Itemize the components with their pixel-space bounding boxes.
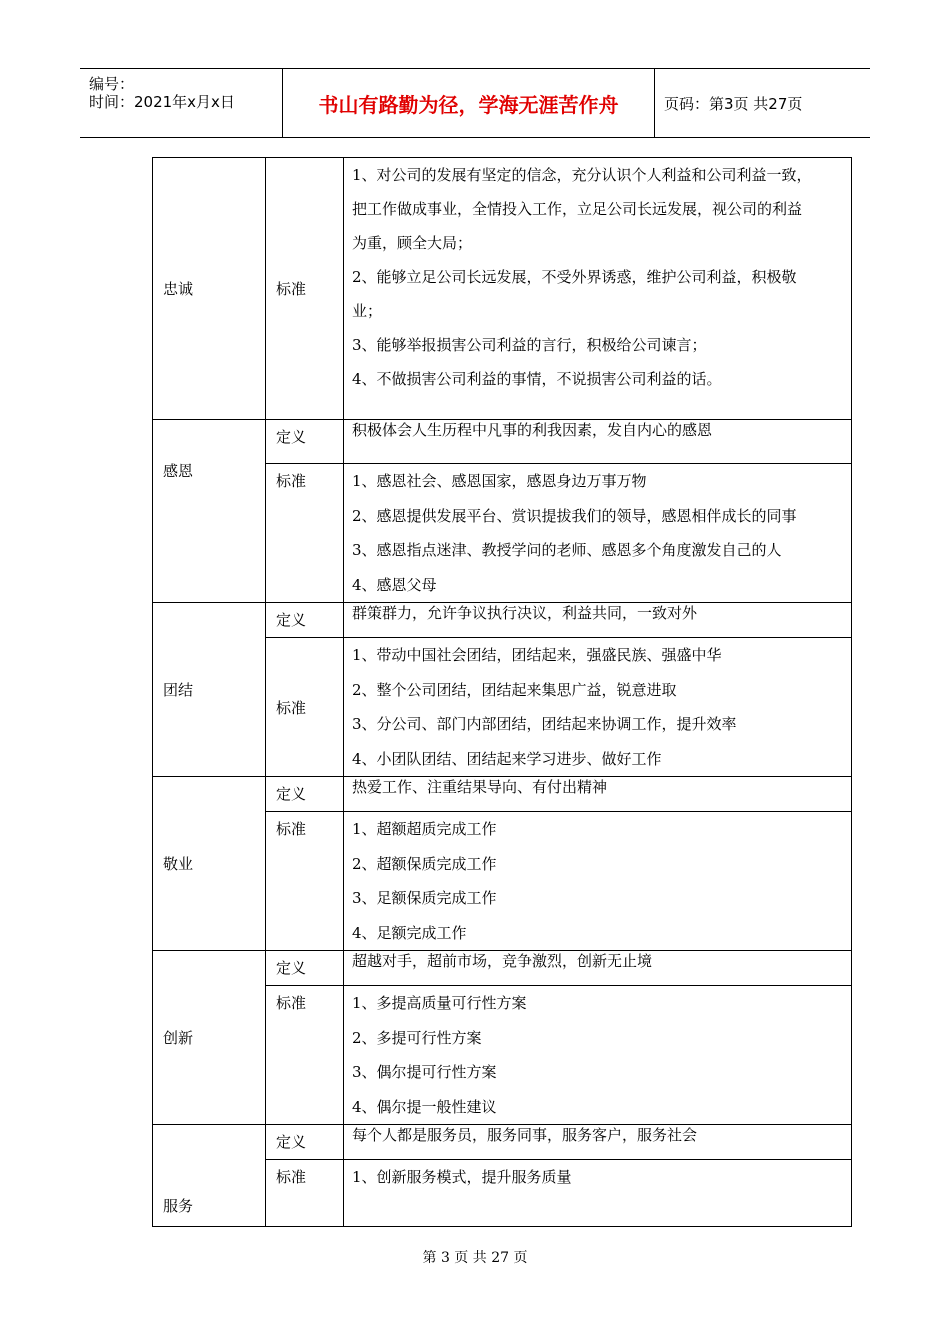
list-item: 2、能够立足公司长远发展，不受外界诱惑，维护公司利益，积极敬 bbox=[352, 268, 797, 286]
category-loyalty: 忠诚 bbox=[153, 158, 266, 420]
table-row bbox=[153, 420, 852, 464]
list-item: 1、超额超质完成工作 bbox=[352, 820, 497, 838]
standard-text bbox=[344, 638, 852, 777]
list-item: 1、多提高质量可行性方案 bbox=[352, 994, 527, 1012]
list-item: 4、感恩父母 bbox=[352, 575, 437, 594]
standard-text bbox=[344, 986, 852, 1125]
header-meta bbox=[80, 69, 283, 137]
list-item: 把工作做成事业，全情投入工作，立足公司长远发展，视公司的利益 bbox=[352, 200, 803, 218]
standard-text bbox=[344, 158, 852, 420]
definition-label: 定义 bbox=[266, 603, 344, 638]
category-service: 服务 bbox=[153, 1125, 266, 1227]
definition-label: 定义 bbox=[266, 420, 344, 464]
list-item: 2、超额保质完成工作 bbox=[352, 854, 497, 873]
header-motto: 书山有路勤为径，学海无涯苦作舟 bbox=[283, 69, 655, 137]
standard-text bbox=[344, 812, 852, 951]
doc-time-label: 时间：2021年x月x日 bbox=[89, 93, 235, 111]
standard-label: 标准 bbox=[266, 1160, 344, 1227]
table-row bbox=[153, 158, 852, 420]
definition-text: 每个人都是服务员，服务同事，服务客户，服务社会 bbox=[344, 1125, 852, 1160]
table-row bbox=[153, 603, 852, 638]
list-item: 1、创新服务模式，提升服务质量 bbox=[352, 1168, 572, 1186]
table-row bbox=[153, 1125, 852, 1160]
list-item: 2、感恩提供发展平台、赏识提拔我们的领导，感恩相伴成长的同事 bbox=[352, 506, 797, 525]
list-item: 1、对公司的发展有坚定的信念，充分认识个人利益和公司利益一致， bbox=[352, 166, 812, 184]
list-item: 4、足额完成工作 bbox=[352, 923, 467, 942]
standard-text bbox=[344, 464, 852, 603]
list-item: 3、分公司、部门内部团结，团结起来协调工作，提升效率 bbox=[352, 715, 737, 733]
list-item: 1、带动中国社会团结，团结起来，强盛民族、强盛中华 bbox=[352, 646, 722, 664]
list-item: 2、多提可行性方案 bbox=[352, 1028, 482, 1047]
standard-text bbox=[344, 1160, 852, 1227]
list-item: 4、小团队团结、团结起来学习进步、做好工作 bbox=[352, 749, 662, 768]
list-item: 4、不做损害公司利益的事情，不说损害公司利益的话。 bbox=[352, 370, 722, 388]
page-header bbox=[80, 68, 870, 138]
standard-label: 标准 bbox=[266, 812, 344, 951]
definition-text: 热爱工作、注重结果导向、有付出精神 bbox=[344, 777, 852, 812]
definition-text: 积极体会人生历程中凡事的利我因素，发自内心的感恩 bbox=[344, 420, 852, 464]
category-dedication: 敬业 bbox=[153, 777, 266, 951]
page-footer: 第 3 页 共 27 页 bbox=[422, 1250, 528, 1266]
list-item: 2、整个公司团结，团结起来集思广益，锐意进取 bbox=[352, 680, 677, 699]
values-table bbox=[152, 157, 852, 1227]
definition-text: 群策群力，允许争议执行决议，利益共同，一致对外 bbox=[344, 603, 852, 638]
standard-label: 标准 bbox=[266, 638, 344, 777]
definition-label: 定义 bbox=[266, 951, 344, 986]
standard-label: 标准 bbox=[266, 986, 344, 1125]
table-row bbox=[153, 777, 852, 812]
header-page-info: 页码：第3页 共27页 bbox=[664, 94, 803, 113]
category-gratitude: 感恩 bbox=[153, 420, 266, 603]
list-item: 业； bbox=[352, 302, 383, 320]
standard-label: 标准 bbox=[266, 464, 344, 603]
list-item: 4、偶尔提一般性建议 bbox=[352, 1097, 497, 1116]
list-item: 3、感恩指点迷津、教授学问的老师、感恩多个角度激发自己的人 bbox=[352, 541, 782, 559]
list-item: 3、偶尔提可行性方案 bbox=[352, 1063, 497, 1081]
definition-label: 定义 bbox=[266, 777, 344, 812]
doc-code-label: 编号： bbox=[89, 75, 135, 93]
list-item: 3、足额保质完成工作 bbox=[352, 889, 497, 907]
definition-text: 超越对手，超前市场，竞争激烈，创新无止境 bbox=[344, 951, 852, 986]
standard-label: 标准 bbox=[266, 158, 344, 420]
list-item: 为重，顾全大局； bbox=[352, 234, 473, 252]
list-item: 1、感恩社会、感恩国家，感恩身边万事万物 bbox=[352, 472, 647, 490]
category-innovation: 创新 bbox=[153, 951, 266, 1125]
list-item: 3、能够举报损害公司利益的言行，积极给公司谏言； bbox=[352, 336, 707, 354]
category-unity: 团结 bbox=[153, 603, 266, 777]
definition-label: 定义 bbox=[266, 1125, 344, 1160]
table-row bbox=[153, 951, 852, 986]
